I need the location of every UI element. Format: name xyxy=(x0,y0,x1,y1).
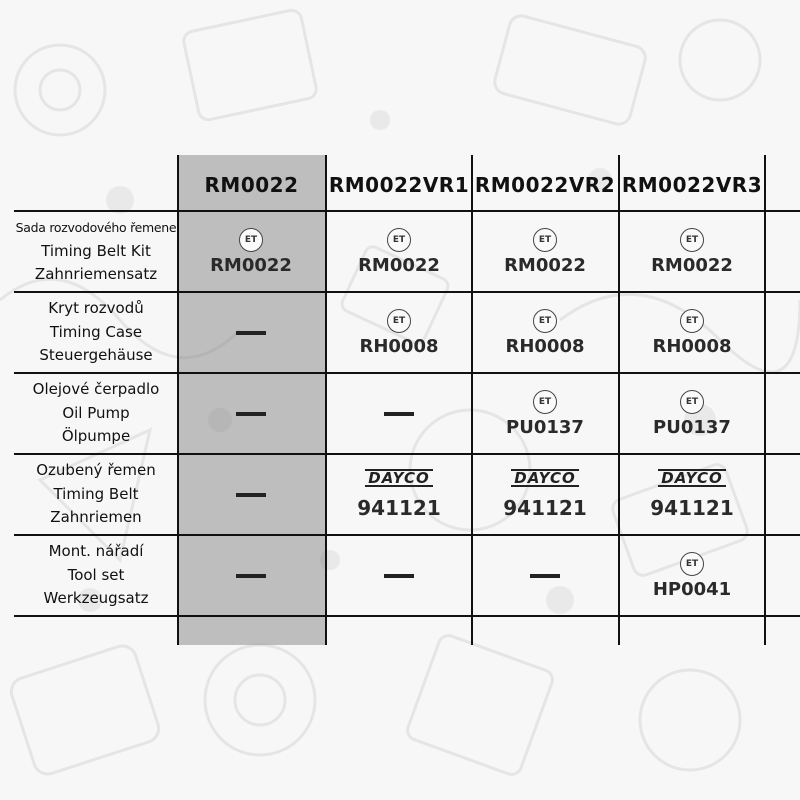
part-number: RM0022 xyxy=(651,254,733,276)
part-number: PU0137 xyxy=(653,416,731,438)
not-included-dash xyxy=(236,331,266,335)
row-label-line: Olejové čerpadlo xyxy=(32,380,160,399)
table-cell xyxy=(619,212,765,291)
et-logo-icon: ET xyxy=(680,228,704,252)
row-label-line: Oil Pump xyxy=(62,403,130,422)
part-number: 941121 xyxy=(357,496,441,520)
row-label-line: Steuergehäuse xyxy=(39,346,153,365)
row-label xyxy=(14,455,178,534)
part-number: RH0008 xyxy=(359,335,439,357)
table-cell xyxy=(472,374,618,453)
et-logo-icon: ET xyxy=(680,390,704,414)
part-number: RH0008 xyxy=(652,335,732,357)
row-label-line: Timing Belt xyxy=(53,484,139,503)
row-label-line: Mont. nářadí xyxy=(48,542,144,561)
row-label xyxy=(14,536,178,615)
column-header: RM0022VR2 xyxy=(474,173,616,197)
table-cell xyxy=(472,293,618,372)
row-label-line: Sada rozvodového řemene xyxy=(15,220,177,236)
dayco-logo: DAYCO xyxy=(658,469,725,487)
dayco-logo: DAYCO xyxy=(365,469,432,487)
part-number: 941121 xyxy=(503,496,587,520)
et-logo-icon: ET xyxy=(680,309,704,333)
table-cell xyxy=(178,536,324,615)
not-included-dash xyxy=(530,574,560,578)
part-number: RM0022 xyxy=(358,254,440,276)
et-logo-icon: ET xyxy=(387,309,411,333)
not-included-dash xyxy=(236,412,266,416)
table-cell xyxy=(619,536,765,615)
table-cell xyxy=(619,455,765,534)
not-included-dash xyxy=(236,493,266,497)
table-cell xyxy=(326,374,472,453)
part-number: RM0022 xyxy=(210,254,292,276)
grid-line xyxy=(14,615,800,617)
table-cell xyxy=(619,374,765,453)
row-label xyxy=(14,293,178,372)
et-logo-icon: ET xyxy=(533,390,557,414)
row-label-line: Ölpumpe xyxy=(61,427,131,446)
not-included-dash xyxy=(384,412,414,416)
not-included-dash xyxy=(384,574,414,578)
table-cell xyxy=(472,536,618,615)
row-label-line: Ozubený řemen xyxy=(36,461,156,480)
row-label xyxy=(14,374,178,453)
column-header: RM0022 xyxy=(204,173,299,197)
table-cell xyxy=(472,455,618,534)
part-number: RM0022 xyxy=(504,254,586,276)
row-label xyxy=(14,212,178,291)
column-header: RM0022VR1 xyxy=(328,173,470,197)
table-cell xyxy=(326,293,472,372)
et-logo-icon: ET xyxy=(387,228,411,252)
table-cell xyxy=(178,374,324,453)
part-number: HP0041 xyxy=(652,578,732,600)
row-label-line: Timing Case xyxy=(49,322,143,341)
part-number: 941121 xyxy=(650,496,734,520)
table-cell xyxy=(326,536,472,615)
column-header: RM0022VR3 xyxy=(621,173,763,197)
table-cell xyxy=(326,212,472,291)
et-logo-icon: ET xyxy=(533,309,557,333)
row-label-line: Kryt rozvodů xyxy=(48,299,144,318)
et-logo-icon: ET xyxy=(680,552,704,576)
table-cell xyxy=(472,212,618,291)
et-logo-icon: ET xyxy=(239,228,263,252)
table-cell xyxy=(326,455,472,534)
not-included-dash xyxy=(236,574,266,578)
table-cell xyxy=(178,293,324,372)
row-label-line: Tool set xyxy=(67,565,125,584)
row-label-line: Werkzeugsatz xyxy=(43,589,149,608)
dayco-logo: DAYCO xyxy=(511,469,578,487)
table-cell xyxy=(178,455,324,534)
row-label-line: Zahnriemen xyxy=(50,508,142,527)
et-logo-icon: ET xyxy=(533,228,557,252)
table-cell xyxy=(178,212,324,291)
table-cell xyxy=(619,293,765,372)
row-label-line: Timing Belt Kit xyxy=(41,241,151,260)
part-number: PU0137 xyxy=(506,416,584,438)
row-label-line: Zahnriemensatz xyxy=(34,265,158,284)
part-number: RH0008 xyxy=(505,335,585,357)
